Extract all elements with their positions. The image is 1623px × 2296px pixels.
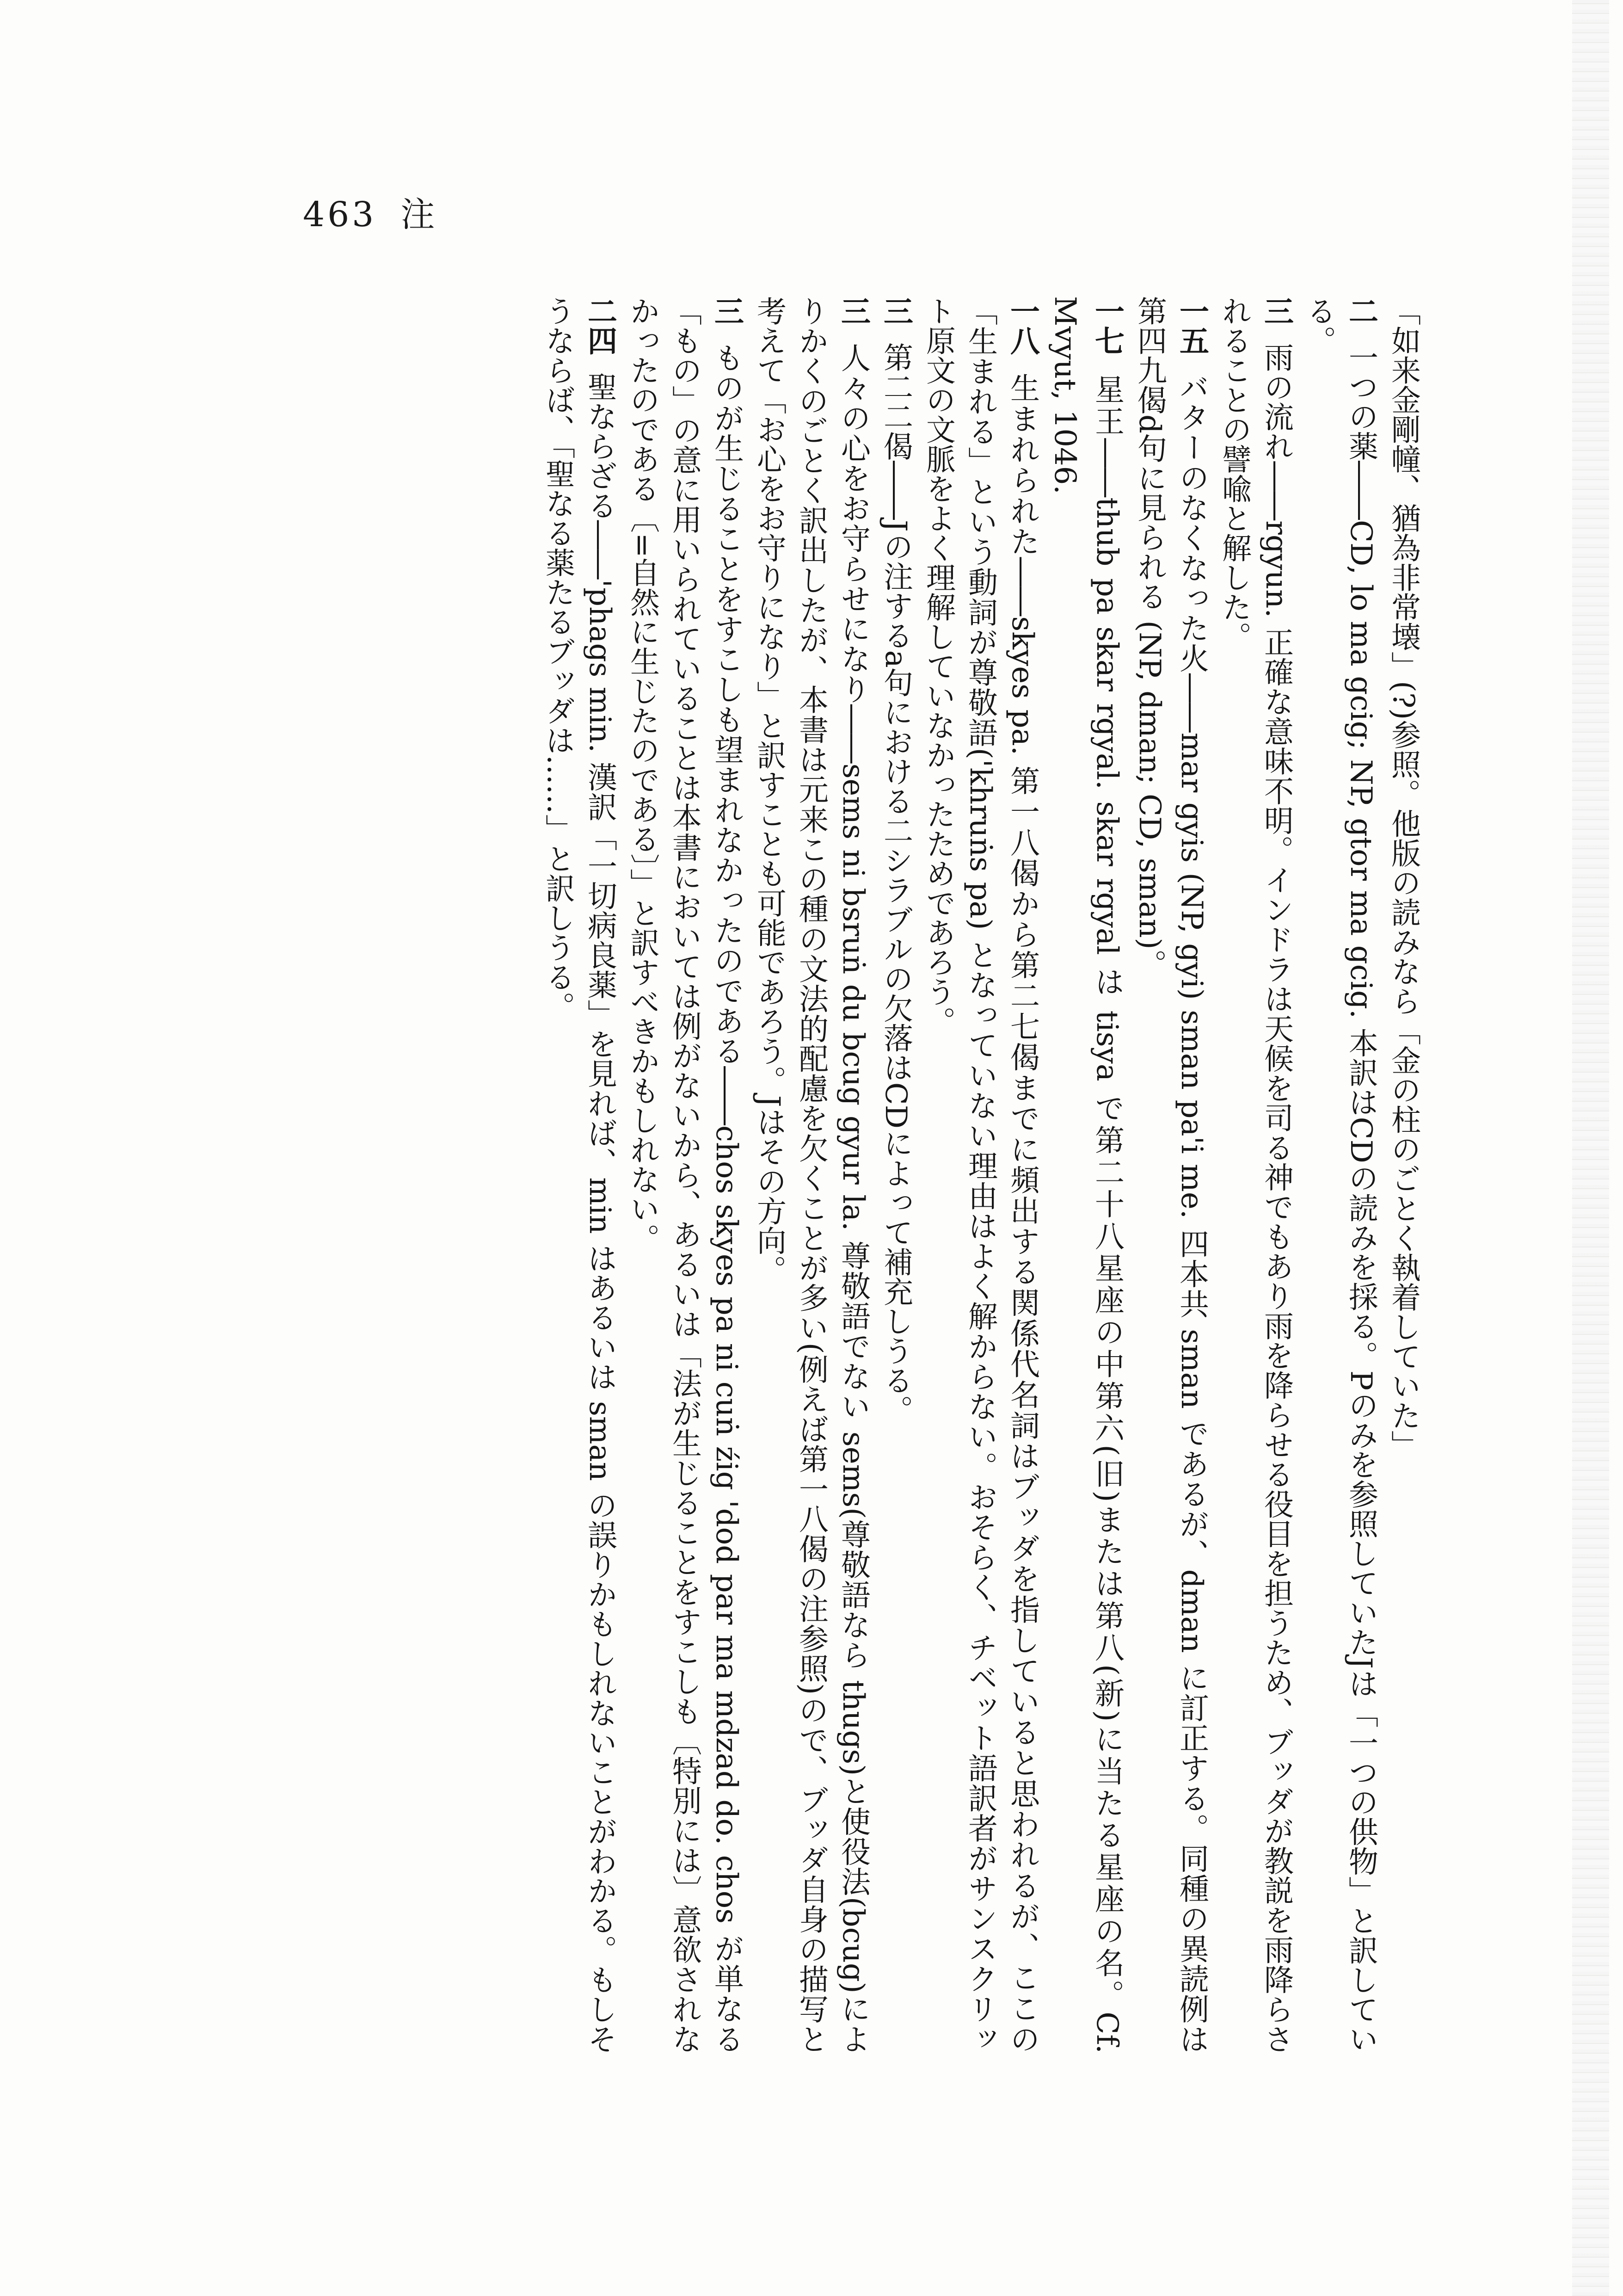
- note-number: 二: [1344, 296, 1378, 326]
- note-number: 一七: [1090, 296, 1125, 355]
- note-number: 三: [1259, 296, 1294, 326]
- note-text: 聖ならざる――'phags min. 漢訳「一切病良薬」を見れば、min はあるいは sman の誤りかもしれないことがわかる。もしそうならば、「聖なる薬たるブッダは……」と訳しうる。: [541, 296, 617, 2054]
- note-number: 三: [709, 296, 744, 326]
- note-2: [1213, 296, 1297, 2054]
- note-text: 「如来金剛幢、猶為非常壊」(?)参照。他版の読みなら「金の柱のごとく執着していた」: [1386, 296, 1420, 1460]
- note-text: 第二二偈――Jの注するa句における二シラブルの欠落はCDによって補充しうる。: [879, 342, 913, 1425]
- note-8: [621, 296, 748, 2054]
- note-text: 人々の心をお守らせになり――sems ni bsruṅ du bcug gyur la. 尊敬語でない sems(尊敬語なら thugs)と使役法(bcug)によりかくのごとく訳出したが、本書は元来この種の文法的配慮を欠くことが多い(例えば第一八偈の注参照)ので、ブッダ自身の描写と考えて「お心をお守りになり」と訳すことも可能であろう。Jはその方向。: [752, 296, 870, 2054]
- page-number: 463: [303, 195, 377, 235]
- note-1: [1297, 296, 1382, 2054]
- note-number: 一八: [1005, 296, 1040, 355]
- note-number: 三: [836, 296, 871, 326]
- running-title: 注: [400, 195, 438, 235]
- note-text: ものが生じることをすこしも望まれなかったのである――chos skyes pa ni cuṅ źig 'dod par ma mdzad do. chos が単なる「もの」の意に用いられていることは本書においては例がないから、あるいは「法が生じることをすこしも〔特別には〕意欲されなかったのである〔=自然に生じたのである〕」と訳すべきかもしれない。: [625, 296, 744, 2054]
- note-9: [536, 296, 621, 2054]
- note-number: 二四: [583, 296, 617, 355]
- scan-edge: [1572, 0, 1609, 2296]
- note-6: [874, 296, 917, 2054]
- note-number: 一五: [1174, 296, 1209, 355]
- note-text: バターのなくなった火――mar gyis (NP, gyi) sman pa'i me. 四本共 sman であるが、dman に訂正する。同種の異読例は第四九偈d句に見られる (NP, dman; CD, sman)。: [1132, 296, 1209, 2054]
- note-text: 一つの薬――CD, lo ma gcig; NP, gtor ma gcig. 本訳はCDの読みを採る。Pのみを参照していたJは「一つの供物」と訳している。: [1302, 296, 1378, 2054]
- note-text: 雨の流れ――rgyun. 正確な意味不明。インドラは天候を司る神でもあり雨を降らせる役目を担うため、ブッダが教説を雨降らされることの譬喩と解した。: [1217, 296, 1293, 2054]
- note-text: 生まれられた――skyes pa. 第一八偈から第二七偈までに頻出する関係代名詞はブッダを指していると思われるが、ここの「生まれる」という動詞が尊敬語('khruṅs pa) となっていない理由はよく解からない。おそらく、チベット語訳者がサンスクリット原文の文脈をよく理解していなかったためであろう。: [921, 296, 1039, 2054]
- note-text: 星王――thub pa skar rgyal. skar rgyal は tisya で第二十八星座の中第六(旧)または第八(新)に当たる星座の名。Cf. Mvyut, 1046.: [1048, 296, 1124, 2054]
- note-0: [1382, 296, 1424, 2054]
- running-header: [303, 187, 437, 236]
- note-5: [917, 296, 1044, 2054]
- notes-body: [259, 296, 1424, 2054]
- note-4: [1044, 296, 1128, 2054]
- note-7: [748, 296, 874, 2054]
- note-3: [1128, 296, 1213, 2054]
- note-number: 三: [879, 296, 913, 326]
